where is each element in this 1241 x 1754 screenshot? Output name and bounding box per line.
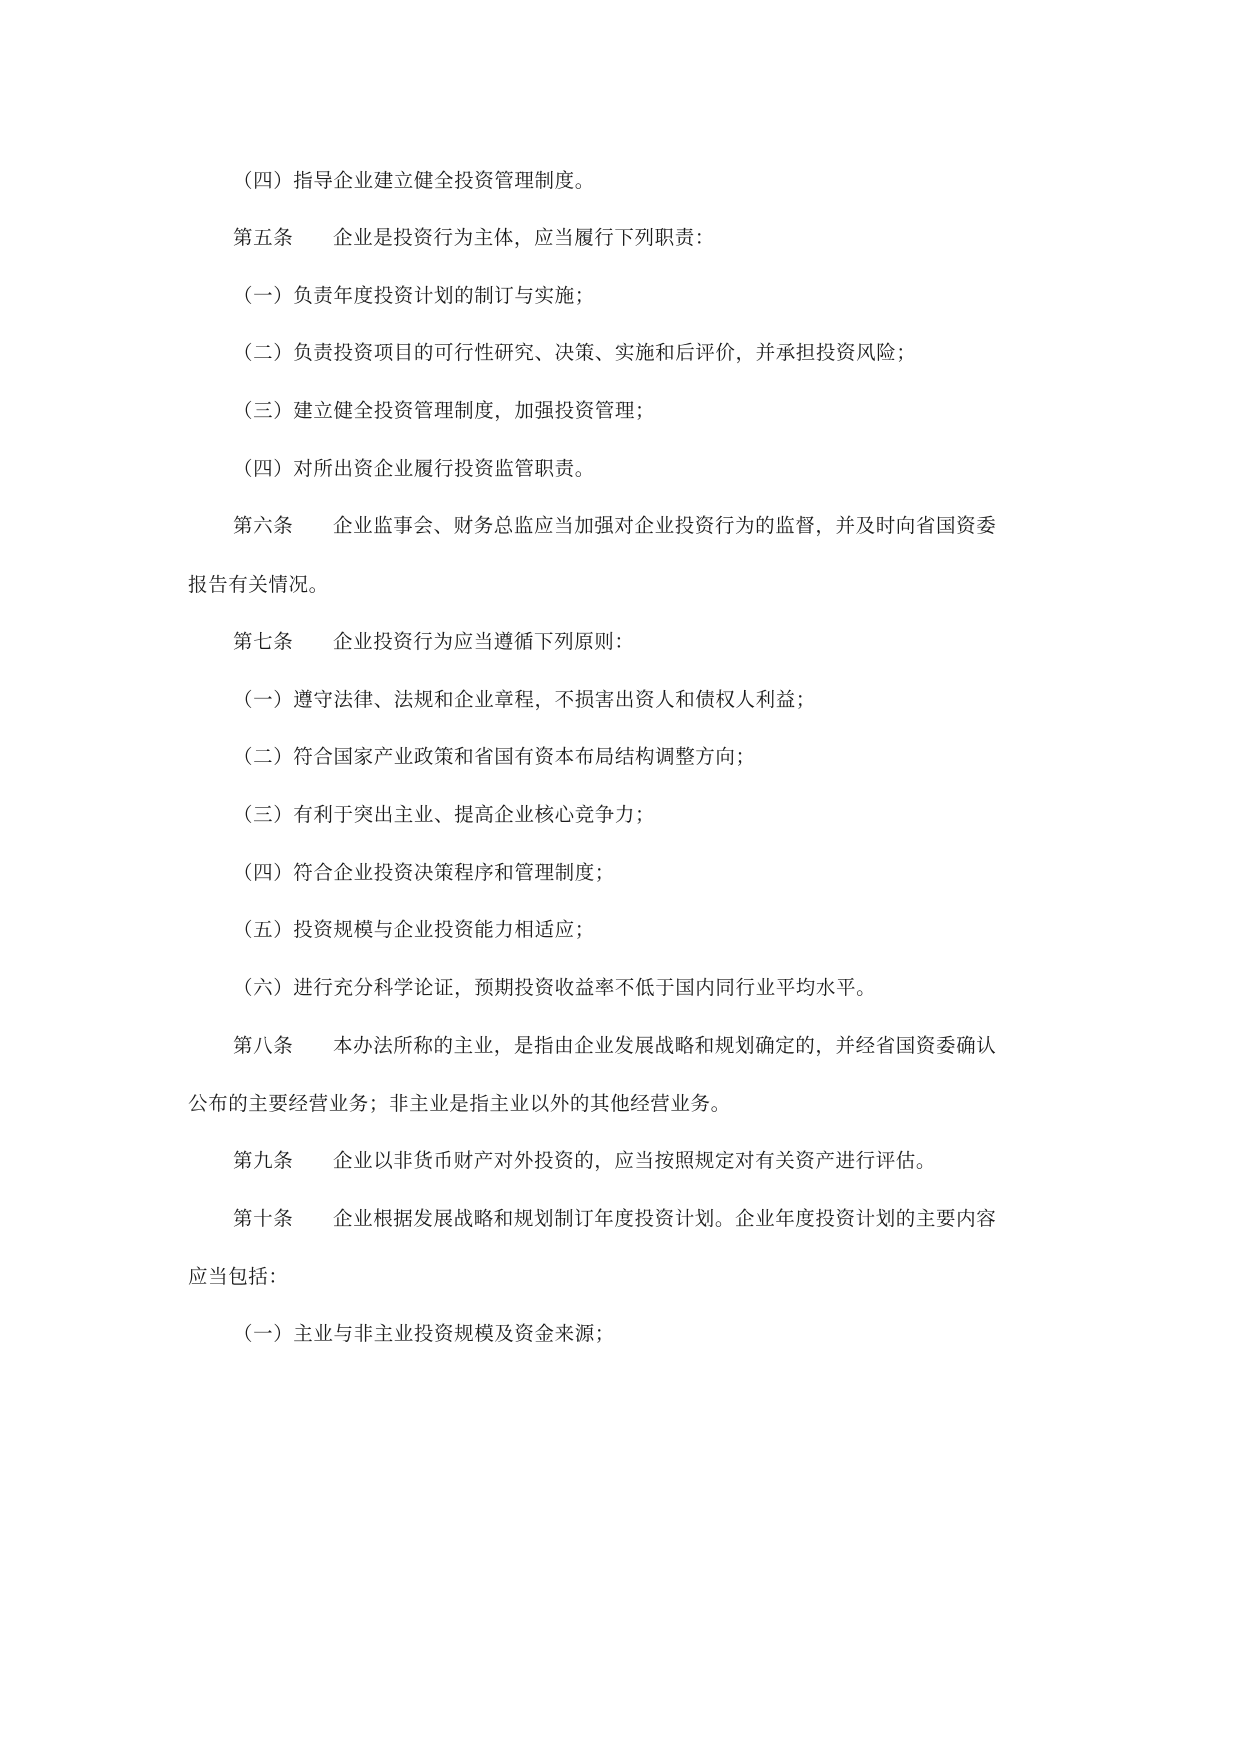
paragraph: （四）对所出资企业履行投资监管职责。 [233, 457, 595, 480]
article-label: 第十条 [233, 1207, 294, 1230]
article-paragraph: 第九条 企业以非货币财产对外投资的，应当按照规定对有关资产进行评估。 [233, 1147, 936, 1175]
paragraph-continuation: 报告有关情况。 [188, 573, 329, 596]
paragraph-continuation: 应当包括： [188, 1265, 289, 1288]
paragraph: （一）遵守法律、法规和企业章程，不损害出资人和债权人利益； [233, 688, 816, 711]
paragraph-continuation: 公布的主要经营业务；非主业是指主业以外的其他经营业务。 [188, 1092, 731, 1115]
article-label: 第九条 [233, 1149, 294, 1172]
paragraph: （一）负责年度投资计划的制订与实施； [233, 284, 595, 307]
paragraph: （三）建立健全投资管理制度，加强投资管理； [233, 399, 656, 422]
article-paragraph: 第七条 企业投资行为应当遵循下列原则： [233, 628, 635, 656]
paragraph: （五）投资规模与企业投资能力相适应； [233, 918, 595, 941]
paragraph: （二）负责投资项目的可行性研究、决策、实施和后评价，并承担投资风险； [233, 341, 917, 364]
article-label: 第六条 [233, 514, 294, 537]
paragraph: （四）符合企业投资决策程序和管理制度； [233, 861, 615, 884]
paragraph: （二）符合国家产业政策和省国有资本布局结构调整方向； [233, 745, 756, 768]
article-label: 第八条 [233, 1034, 294, 1057]
article-label: 第五条 [233, 226, 294, 249]
article-paragraph: 第十条 企业根据发展战略和规划制订年度投资计划。企业年度投资计划的主要内容 [233, 1205, 996, 1233]
article-paragraph: 第五条 企业是投资行为主体，应当履行下列职责： [233, 224, 715, 252]
paragraph: （四）指导企业建立健全投资管理制度。 [233, 169, 595, 192]
paragraph: （三）有利于突出主业、提高企业核心竞争力； [233, 803, 656, 826]
article-label: 第七条 [233, 630, 294, 653]
article-paragraph: 第六条 企业监事会、财务总监应当加强对企业投资行为的监督，并及时向省国资委 [233, 512, 996, 540]
article-paragraph: 第八条 本办法所称的主业，是指由企业发展战略和规划确定的，并经省国资委确认 [233, 1032, 996, 1060]
paragraph: （六）进行充分科学论证，预期投资收益率不低于国内同行业平均水平。 [233, 976, 877, 999]
paragraph: （一）主业与非主业投资规模及资金来源； [233, 1322, 615, 1345]
